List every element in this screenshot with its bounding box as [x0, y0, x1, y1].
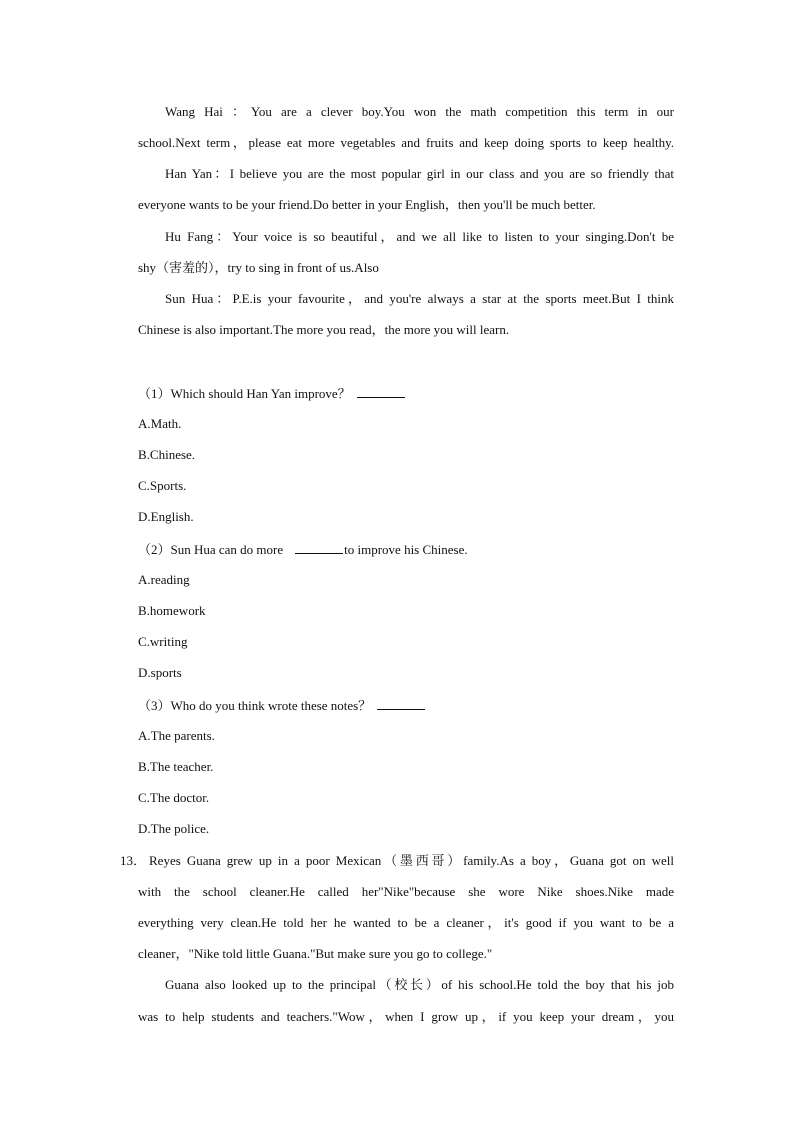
answer-blank-3[interactable] — [377, 697, 425, 710]
answer-blank-1[interactable] — [357, 385, 405, 398]
q2-option-b: B.homework — [138, 603, 206, 618]
han-yan-line-2: everyone wants to be your friend.Do better in your English，then you'll be much better. — [138, 197, 596, 212]
item-13-line-6: was to help students and teachers."Wow，when I grow up，if you keep your dream，you — [138, 1009, 674, 1024]
item-13-line-5: Guana also looked up to the principal（校长）of his school.He told the boy that his job — [165, 977, 674, 992]
q3-option-c: C.The doctor. — [138, 790, 210, 805]
q1-option-b: B.Chinese. — [138, 447, 196, 462]
question-3 — [138, 697, 425, 714]
q3-option-a: A.The parents. — [138, 728, 215, 743]
han-yan-line-1: Han Yan：I believe you are the most popular girl in our class and you are so friendly that — [165, 166, 674, 181]
question-3-text: （3）Who do you think wrote these notes？ — [138, 698, 372, 713]
question-2-text: （2）Sun Hua can do more — [138, 542, 284, 557]
q3-option-d: D.The police. — [138, 821, 210, 836]
item-13-line-1: Reyes Guana grew up in a poor Mexican（墨西哥）family.As a boy，Guana got on well — [149, 853, 674, 868]
answer-blank-2[interactable] — [295, 541, 343, 554]
hu-fang-line-1: Hu Fang：Your voice is so beautiful，and we all like to listen to your singing.Don't be — [165, 229, 674, 244]
question-2-suffix: to improve his Chinese. — [344, 542, 468, 557]
item-13-number: 13． — [120, 853, 147, 868]
hu-fang-line-2: shy（害羞的），try to sing in front of us.Also — [138, 260, 379, 275]
wang-hai-line-1: Wang Hai ：You are a clever boy.You won the math competition this term in our — [165, 104, 674, 119]
q1-option-d: D.English. — [138, 509, 194, 524]
q1-option-a: A.Math. — [138, 416, 182, 431]
sun-hua-line-2: Chinese is also important.The more you read，the more you will learn. — [138, 322, 510, 337]
q3-option-b: B.The teacher. — [138, 759, 214, 774]
question-1 — [138, 385, 405, 402]
q2-option-c: C.writing — [138, 634, 188, 649]
q2-option-a: A.reading — [138, 572, 190, 587]
question-1-text: （1）Which should Han Yan improve？ — [138, 386, 351, 401]
wang-hai-line-2: school.Next term，please eat more vegetables and fruits and keep doing sports to keep healthy. — [138, 135, 674, 150]
sun-hua-line-1: Sun Hua：P.E.is your favourite，and you're always a star at the sports meet.But I think — [165, 291, 675, 306]
question-2 — [138, 541, 468, 558]
item-13-line-2: with the school cleaner.He called her"Nike"because she wore Nike shoes.Nike made — [138, 884, 674, 899]
q1-option-c: C.Sports. — [138, 478, 187, 493]
item-13-line-3: everything very clean.He told her he wanted to be a cleaner，it's good if you want to be a — [138, 915, 674, 930]
item-13-line-4: cleaner，"Nike told little Guana."But make sure you go to college." — [138, 946, 493, 961]
q2-option-d: D.sports — [138, 665, 182, 680]
